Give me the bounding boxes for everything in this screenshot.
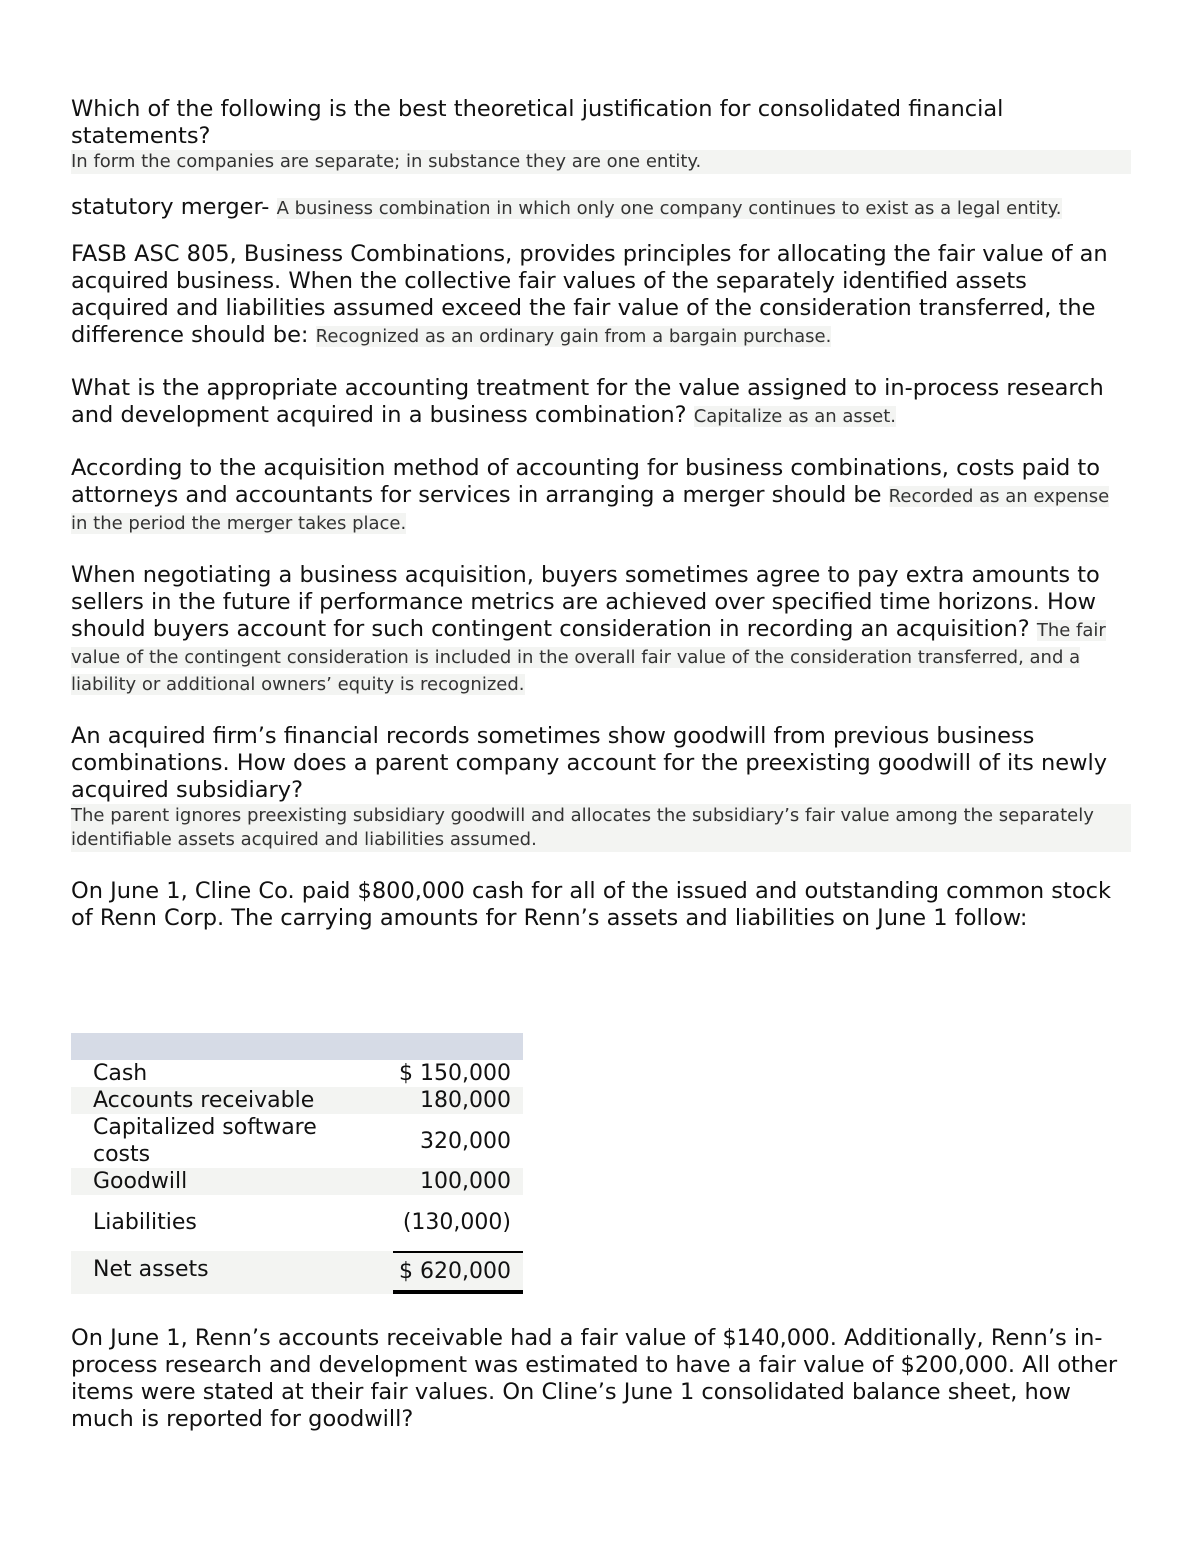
row-value: (130,000)	[402, 1209, 511, 1235]
table-total-row	[71, 1251, 523, 1294]
table-header	[71, 1033, 523, 1060]
total-label: Net assets	[93, 1257, 209, 1282]
question-6	[71, 562, 1131, 697]
answer-text: A business combination in which only one company continues to exist as a legal entity.	[276, 198, 1062, 219]
question-2	[71, 194, 1131, 221]
row-label: Cash	[93, 1061, 148, 1086]
problem-intro: On June 1, Cline Co. paid $800,000 cash for all of the issued and outstanding common stock of Renn Corp. The carrying amounts for Renn’s assets and liabilities on June 1 follow:	[71, 878, 1111, 931]
row-label: Goodwill	[93, 1169, 188, 1194]
row-value: $ 150,000	[399, 1061, 511, 1086]
row-label: Accounts receivable	[93, 1088, 315, 1113]
question-text: Which of the following is the best theoretical justification for consolidated financial statements?	[71, 96, 1004, 149]
table-row	[71, 1060, 523, 1087]
row-value: 320,000	[420, 1128, 511, 1154]
table-row	[71, 1114, 523, 1168]
question-text: What is the appropriate accounting treatment for the value assigned to in-process research and development acquired in a business combination?	[71, 375, 1104, 428]
question-1	[71, 96, 1131, 150]
answer-text: Capitalize as an asset.	[693, 406, 896, 427]
row-value: 180,000	[420, 1088, 511, 1113]
total-value: $ 620,000	[393, 1251, 523, 1294]
question-text: statutory merger-	[71, 194, 270, 220]
document-body	[71, 96, 1131, 932]
row-label: Capitalized software costs	[93, 1115, 317, 1167]
table-row	[71, 1087, 523, 1114]
balance-table	[71, 1033, 523, 1294]
row-label: Liabilities	[93, 1209, 197, 1235]
answer-text: Recorded as an expense in the period the merger takes place.	[71, 486, 1110, 534]
question-text: According to the acquisition method of accounting for business combinations, costs paid to attorneys and accountants for services in arranging a merger should be	[71, 455, 1101, 508]
table-row	[71, 1168, 523, 1195]
problem-question: On June 1, Renn’s accounts receivable had a fair value of $140,000. Additionally, Renn’s in-process research and development was estimated to have a fair value of $200,000. All other items were stated at their fair values. On Cline’s June 1 consolidated balance sheet, how much is reported for goodwill?	[71, 1325, 1118, 1432]
question-5	[71, 455, 1131, 536]
question-3	[71, 241, 1131, 349]
row-value: 100,000	[420, 1169, 511, 1194]
table-row	[71, 1195, 523, 1249]
question-7	[71, 723, 1131, 804]
question-text: When negotiating a business acquisition, buyers sometimes agree to pay extra amounts to sellers in the future if performance metrics are achieved over specified time horizons. How should buyers account for such contingent consideration in recording an acquisition?	[71, 562, 1100, 642]
answer-7: The parent ignores preexisting subsidiary goodwill and allocates the subsidiary’s fair value among the separately identifiable assets acquired and liabilities assumed.	[71, 804, 1131, 852]
question-text: FASB ASC 805, Business Combinations, provides principles for allocating the fair value of an acquired business. When the collective fair values of the separately identified assets acquired and liabilities assumed exceed the fair value of the consideration transferred, the difference should be:	[71, 241, 1108, 348]
question-4	[71, 375, 1131, 429]
question-text: An acquired firm’s financial records sometimes show goodwill from previous business combinations. How does a parent company account for the preexisting goodwill of its newly acquired subsidiary?	[71, 723, 1108, 803]
answer-1: In form the companies are separate; in substance they are one entity.	[71, 150, 1131, 174]
answer-text: Recognized as an ordinary gain from a bargain purchase.	[315, 326, 832, 347]
answer-text: The fair value of the contingent consideration is included in the overall fair value of the consideration transferred, and a liability or additional owners’ equity is recognized.	[71, 620, 1106, 695]
